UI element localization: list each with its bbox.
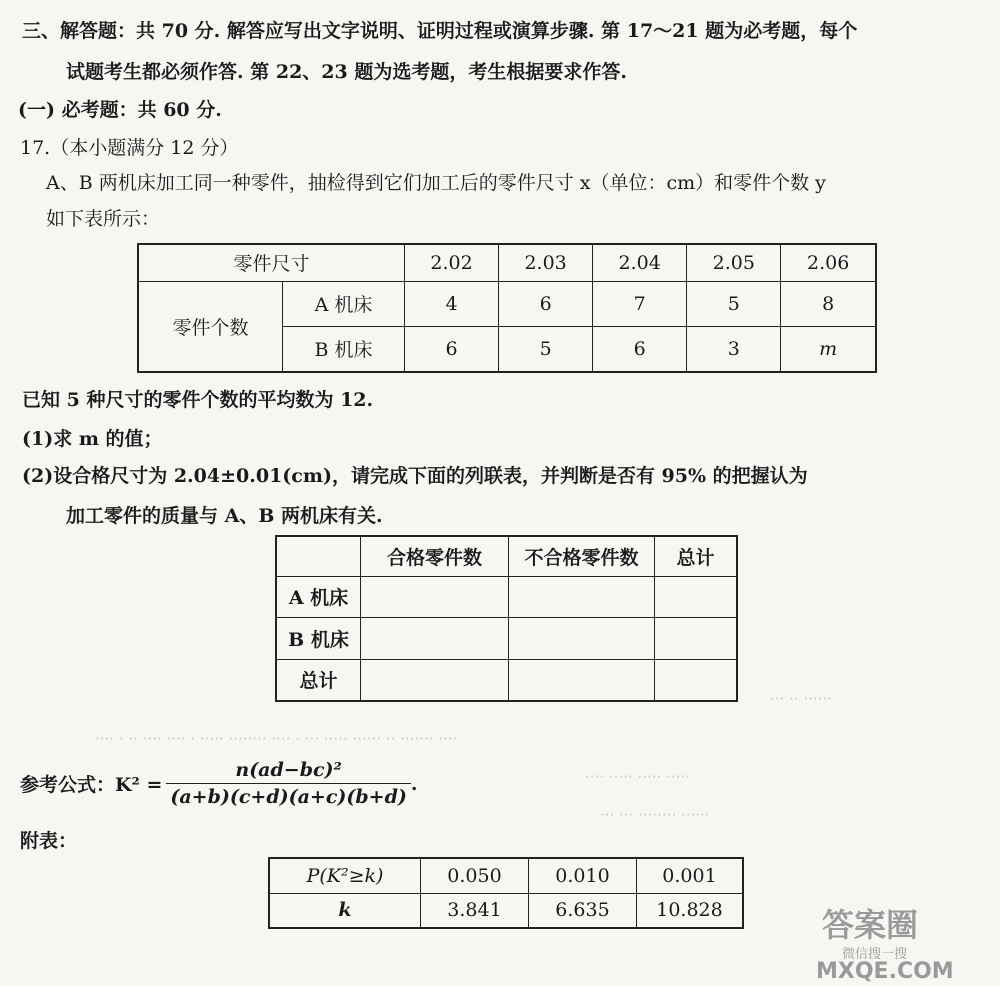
- answer-cell[interactable]: [509, 576, 655, 617]
- value-cell: 4: [405, 281, 499, 326]
- appendix-value: 6.635: [529, 893, 637, 928]
- row-label-a: A 机床: [283, 281, 405, 326]
- appendix-row1-label: P(K²≥k): [269, 858, 421, 893]
- corner-cell: [276, 536, 361, 576]
- formula-denominator: (a+b)(c+d)(a+c)(b+d): [170, 786, 407, 808]
- answer-cell[interactable]: [361, 576, 509, 617]
- value-cell: 6: [593, 326, 687, 372]
- formula-fraction: [166, 757, 411, 810]
- value-cell: 5: [499, 326, 593, 372]
- formula-label: 参考公式：K² =: [20, 774, 163, 796]
- question-1: (1)求 m 的值；: [22, 428, 163, 450]
- appendix-value: 0.001: [637, 858, 744, 893]
- answer-cell[interactable]: [509, 659, 655, 701]
- data-table: [137, 243, 877, 373]
- size-cell: 2.03: [499, 244, 593, 281]
- appendix-value: 3.841: [421, 893, 529, 928]
- col-header-total: 总计: [655, 536, 738, 576]
- size-cell: 2.06: [781, 244, 876, 281]
- problem-number: 17.（本小题满分 12 分）: [20, 137, 239, 159]
- contingency-table: [275, 535, 738, 702]
- answer-cell[interactable]: [655, 659, 738, 701]
- size-cell: 2.05: [687, 244, 781, 281]
- answer-cell[interactable]: [509, 617, 655, 659]
- appendix-value: 10.828: [637, 893, 744, 928]
- section-header-line1: 三、解答题：共 70 分. 解答应写出文字说明、证明过程或演算步骤. 第 17～21 题为必考题，每个: [22, 20, 858, 42]
- problem-intro-line1: A、B 两机床加工同一种零件，抽检得到它们加工后的零件尺寸 x（单位：cm）和零件个数 y: [46, 172, 826, 194]
- bleed-through-text: ···· ····· ····· ·····: [585, 768, 690, 786]
- bleed-through-text: ··· ··· ········ ······: [600, 806, 710, 824]
- value-cell: 5: [687, 281, 781, 326]
- appendix-row2-label: k: [269, 893, 421, 928]
- size-cell: 2.02: [405, 244, 499, 281]
- problem-intro-line2: 如下表所示：: [46, 208, 161, 230]
- value-cell: 7: [593, 281, 687, 326]
- row-label-b: B 机床: [283, 326, 405, 372]
- given-statement: 已知 5 种尺寸的零件个数的平均数为 12.: [22, 389, 374, 411]
- size-cell: 2.04: [593, 244, 687, 281]
- answer-cell[interactable]: [655, 576, 738, 617]
- count-header-cell: 零件个数: [138, 281, 283, 372]
- value-cell: 3: [687, 326, 781, 372]
- col-header-unqualified: 不合格零件数: [509, 536, 655, 576]
- watermark-small-text: 微信搜一搜: [842, 947, 908, 962]
- formula-numerator: n(ad−bc)²: [166, 757, 411, 784]
- formula-end: .: [410, 772, 418, 795]
- question-2-line1: (2)设合格尺寸为 2.04±0.01(cm)，请完成下面的列联表，并判断是否有 95% 的把握认为: [22, 465, 808, 487]
- value-cell: 6: [499, 281, 593, 326]
- row-label-a-machine: A 机床: [276, 576, 361, 617]
- row-label-b-machine: B 机床: [276, 617, 361, 659]
- row-label-total: 总计: [276, 659, 361, 701]
- size-header-cell: 零件尺寸: [138, 244, 405, 281]
- bleed-through-text: ··· ·· ······: [770, 690, 832, 708]
- col-header-qualified: 合格零件数: [361, 536, 509, 576]
- bleed-through-text: ···· · ·· ···· ···· · ····· ········ ···· · ··· ····· ······ ·· ······· ····: [95, 730, 458, 748]
- watermark-bottom-text: MXQE.COM: [816, 959, 954, 982]
- reference-formula: [20, 757, 418, 810]
- appendix-table: [268, 857, 744, 929]
- section-header-line2: 试题考生都必须作答. 第 22、23 题为选考题，考生根据要求作答.: [66, 61, 627, 83]
- value-cell: 8: [781, 281, 876, 326]
- appendix-value: 0.050: [421, 858, 529, 893]
- question-2-line2: 加工零件的质量与 A、B 两机床有关.: [66, 505, 383, 527]
- watermark-logo: [812, 900, 992, 982]
- appendix-label: 附表：: [20, 830, 78, 852]
- answer-cell[interactable]: [655, 617, 738, 659]
- answer-cell[interactable]: [361, 617, 509, 659]
- part-heading: (一) 必考题：共 60 分.: [18, 99, 222, 121]
- appendix-value: 0.010: [529, 858, 637, 893]
- answer-cell[interactable]: [361, 659, 509, 701]
- value-cell-m: m: [781, 326, 876, 372]
- value-cell: 6: [405, 326, 499, 372]
- watermark-top-text: 答案圈: [822, 906, 919, 944]
